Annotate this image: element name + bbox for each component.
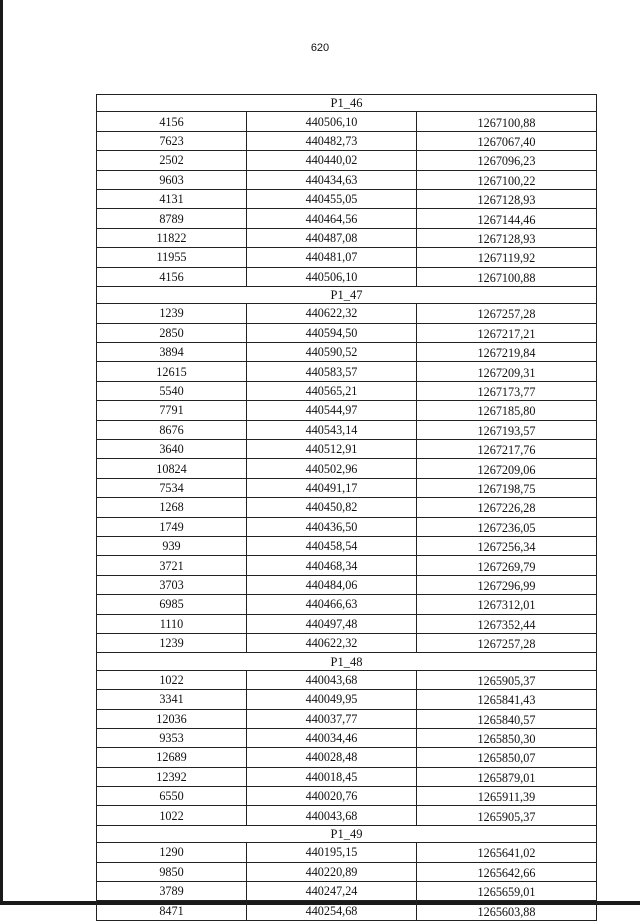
point-number-cell: 2502	[97, 151, 247, 170]
x-coordinate-cell: 440020,76	[247, 787, 417, 806]
y-coordinate-cell: 1265659,01	[417, 882, 597, 901]
point-number-cell: 1110	[97, 614, 247, 633]
point-number-cell: 8676	[97, 420, 247, 439]
x-coordinate-cell: 440043,68	[247, 806, 417, 825]
table-row	[97, 595, 597, 614]
x-coordinate-cell: 440482,73	[247, 131, 417, 150]
y-coordinate-cell: 1267119,92	[417, 248, 597, 267]
point-number-cell: 9850	[97, 862, 247, 881]
y-coordinate-cell: 1265905,37	[417, 806, 597, 825]
x-coordinate-cell: 440220,89	[247, 862, 417, 881]
table-row	[97, 787, 597, 806]
table-row	[97, 228, 597, 247]
table-row	[97, 556, 597, 575]
x-coordinate-cell: 440455,05	[247, 189, 417, 208]
point-number-cell: 3341	[97, 690, 247, 709]
x-coordinate-cell: 440512,91	[247, 440, 417, 459]
x-coordinate-cell: 440028,48	[247, 748, 417, 767]
x-coordinate-cell: 440434,63	[247, 170, 417, 189]
table-row	[97, 806, 597, 825]
page-number: 620	[310, 42, 330, 54]
point-number-cell: 7623	[97, 131, 247, 150]
y-coordinate-cell: 1267352,44	[417, 614, 597, 633]
x-coordinate-cell: 440506,10	[247, 112, 417, 131]
x-coordinate-cell: 440458,54	[247, 536, 417, 555]
y-coordinate-cell: 1267100,88	[417, 267, 597, 286]
table-row	[97, 323, 597, 342]
y-coordinate-cell: 1267173,77	[417, 381, 597, 400]
y-coordinate-cell: 1267128,93	[417, 228, 597, 247]
table-row	[97, 112, 597, 131]
x-coordinate-cell: 440497,48	[247, 614, 417, 633]
point-number-cell: 7534	[97, 478, 247, 497]
table-row	[97, 748, 597, 767]
x-coordinate-cell: 440043,68	[247, 670, 417, 689]
y-coordinate-cell: 1265603,88	[417, 901, 597, 920]
point-number-cell: 939	[97, 536, 247, 555]
x-coordinate-cell: 440034,46	[247, 728, 417, 747]
group-header-row	[97, 825, 597, 842]
point-number-cell: 1239	[97, 633, 247, 652]
y-coordinate-cell: 1265841,43	[417, 690, 597, 709]
y-coordinate-cell: 1267067,40	[417, 131, 597, 150]
group-name: P1_49	[97, 825, 597, 842]
x-coordinate-cell: 440436,50	[247, 517, 417, 536]
table-row	[97, 381, 597, 400]
point-number-cell: 4156	[97, 267, 247, 286]
point-number-cell: 10824	[97, 459, 247, 478]
x-coordinate-cell: 440622,32	[247, 304, 417, 323]
table-row	[97, 633, 597, 652]
y-coordinate-cell: 1265840,57	[417, 709, 597, 728]
y-coordinate-cell: 1267185,80	[417, 401, 597, 420]
table-row	[97, 459, 597, 478]
table-row	[97, 420, 597, 439]
point-number-cell: 5540	[97, 381, 247, 400]
x-coordinate-cell: 440018,45	[247, 767, 417, 786]
table-row	[97, 362, 597, 381]
point-number-cell: 6550	[97, 787, 247, 806]
y-coordinate-cell: 1265641,02	[417, 843, 597, 862]
y-coordinate-cell: 1265905,37	[417, 670, 597, 689]
y-coordinate-cell: 1265850,07	[417, 748, 597, 767]
x-coordinate-cell: 440590,52	[247, 343, 417, 362]
x-coordinate-cell: 440195,15	[247, 843, 417, 862]
point-number-cell: 1268	[97, 498, 247, 517]
x-coordinate-cell: 440502,96	[247, 459, 417, 478]
x-coordinate-cell: 440506,10	[247, 267, 417, 286]
table-row	[97, 209, 597, 228]
point-number-cell: 1239	[97, 304, 247, 323]
x-coordinate-cell: 440594,50	[247, 323, 417, 342]
point-number-cell: 8471	[97, 901, 247, 920]
table-row	[97, 248, 597, 267]
table-row	[97, 170, 597, 189]
y-coordinate-cell: 1267269,79	[417, 556, 597, 575]
point-number-cell: 4131	[97, 189, 247, 208]
point-number-cell: 11822	[97, 228, 247, 247]
y-coordinate-cell: 1265911,39	[417, 787, 597, 806]
x-coordinate-cell: 440543,14	[247, 420, 417, 439]
group-header-row	[97, 95, 597, 112]
table-row	[97, 517, 597, 536]
coordinates-table	[96, 94, 597, 921]
x-coordinate-cell: 440464,56	[247, 209, 417, 228]
point-number-cell: 1022	[97, 670, 247, 689]
table-row	[97, 843, 597, 862]
x-coordinate-cell: 440450,82	[247, 498, 417, 517]
y-coordinate-cell: 1267128,93	[417, 189, 597, 208]
table-row	[97, 882, 597, 901]
point-number-cell: 12615	[97, 362, 247, 381]
table-row	[97, 498, 597, 517]
x-coordinate-cell: 440468,34	[247, 556, 417, 575]
coordinates-table-body	[97, 95, 597, 921]
x-coordinate-cell: 440487,08	[247, 228, 417, 247]
table-row	[97, 709, 597, 728]
point-number-cell: 3894	[97, 343, 247, 362]
y-coordinate-cell: 1267312,01	[417, 595, 597, 614]
point-number-cell: 3640	[97, 440, 247, 459]
point-number-cell: 9353	[97, 728, 247, 747]
y-coordinate-cell: 1267100,22	[417, 170, 597, 189]
table-row	[97, 728, 597, 747]
point-number-cell: 7791	[97, 401, 247, 420]
x-coordinate-cell: 440037,77	[247, 709, 417, 728]
y-coordinate-cell: 1267219,84	[417, 343, 597, 362]
x-coordinate-cell: 440583,57	[247, 362, 417, 381]
x-coordinate-cell: 440440,02	[247, 151, 417, 170]
x-coordinate-cell: 440491,17	[247, 478, 417, 497]
table-row	[97, 304, 597, 323]
x-coordinate-cell: 440622,32	[247, 633, 417, 652]
point-number-cell: 6985	[97, 595, 247, 614]
point-number-cell: 11955	[97, 248, 247, 267]
y-coordinate-cell: 1267257,28	[417, 304, 597, 323]
table-row	[97, 767, 597, 786]
table-row	[97, 670, 597, 689]
y-coordinate-cell: 1267193,57	[417, 420, 597, 439]
y-coordinate-cell: 1267096,23	[417, 151, 597, 170]
table-row	[97, 614, 597, 633]
table-row	[97, 862, 597, 881]
point-number-cell: 12392	[97, 767, 247, 786]
point-number-cell: 4156	[97, 112, 247, 131]
y-coordinate-cell: 1265879,01	[417, 767, 597, 786]
group-name: P1_46	[97, 95, 597, 112]
x-coordinate-cell: 440049,95	[247, 690, 417, 709]
y-coordinate-cell: 1267209,31	[417, 362, 597, 381]
y-coordinate-cell: 1267100,88	[417, 112, 597, 131]
point-number-cell: 9603	[97, 170, 247, 189]
group-name: P1_48	[97, 653, 597, 670]
table-row	[97, 901, 597, 920]
point-number-cell: 12036	[97, 709, 247, 728]
x-coordinate-cell: 440544,97	[247, 401, 417, 420]
table-row	[97, 478, 597, 497]
y-coordinate-cell: 1267217,76	[417, 440, 597, 459]
y-coordinate-cell: 1267217,21	[417, 323, 597, 342]
table-row	[97, 575, 597, 594]
x-coordinate-cell: 440481,07	[247, 248, 417, 267]
table-row	[97, 343, 597, 362]
y-coordinate-cell: 1267226,28	[417, 498, 597, 517]
y-coordinate-cell: 1267209,06	[417, 459, 597, 478]
point-number-cell: 1290	[97, 843, 247, 862]
point-number-cell: 1749	[97, 517, 247, 536]
x-coordinate-cell: 440466,63	[247, 595, 417, 614]
table-row	[97, 267, 597, 286]
point-number-cell: 3789	[97, 882, 247, 901]
table-row	[97, 536, 597, 555]
point-number-cell: 2850	[97, 323, 247, 342]
x-coordinate-cell: 440484,06	[247, 575, 417, 594]
y-coordinate-cell: 1267236,05	[417, 517, 597, 536]
x-coordinate-cell: 440565,21	[247, 381, 417, 400]
point-number-cell: 1022	[97, 806, 247, 825]
table-row	[97, 440, 597, 459]
group-header-row	[97, 286, 597, 303]
y-coordinate-cell: 1265642,66	[417, 862, 597, 881]
y-coordinate-cell: 1267144,46	[417, 209, 597, 228]
y-coordinate-cell: 1265850,30	[417, 728, 597, 747]
table-row	[97, 151, 597, 170]
y-coordinate-cell: 1267256,34	[417, 536, 597, 555]
table-row	[97, 189, 597, 208]
x-coordinate-cell: 440247,24	[247, 882, 417, 901]
y-coordinate-cell: 1267296,99	[417, 575, 597, 594]
point-number-cell: 8789	[97, 209, 247, 228]
table-row	[97, 401, 597, 420]
group-name: P1_47	[97, 286, 597, 303]
y-coordinate-cell: 1267198,75	[417, 478, 597, 497]
point-number-cell: 12689	[97, 748, 247, 767]
scan-edge-left	[0, 0, 3, 905]
point-number-cell: 3703	[97, 575, 247, 594]
point-number-cell: 3721	[97, 556, 247, 575]
x-coordinate-cell: 440254,68	[247, 901, 417, 920]
table-row	[97, 690, 597, 709]
table-row	[97, 131, 597, 150]
group-header-row	[97, 653, 597, 670]
y-coordinate-cell: 1267257,28	[417, 633, 597, 652]
